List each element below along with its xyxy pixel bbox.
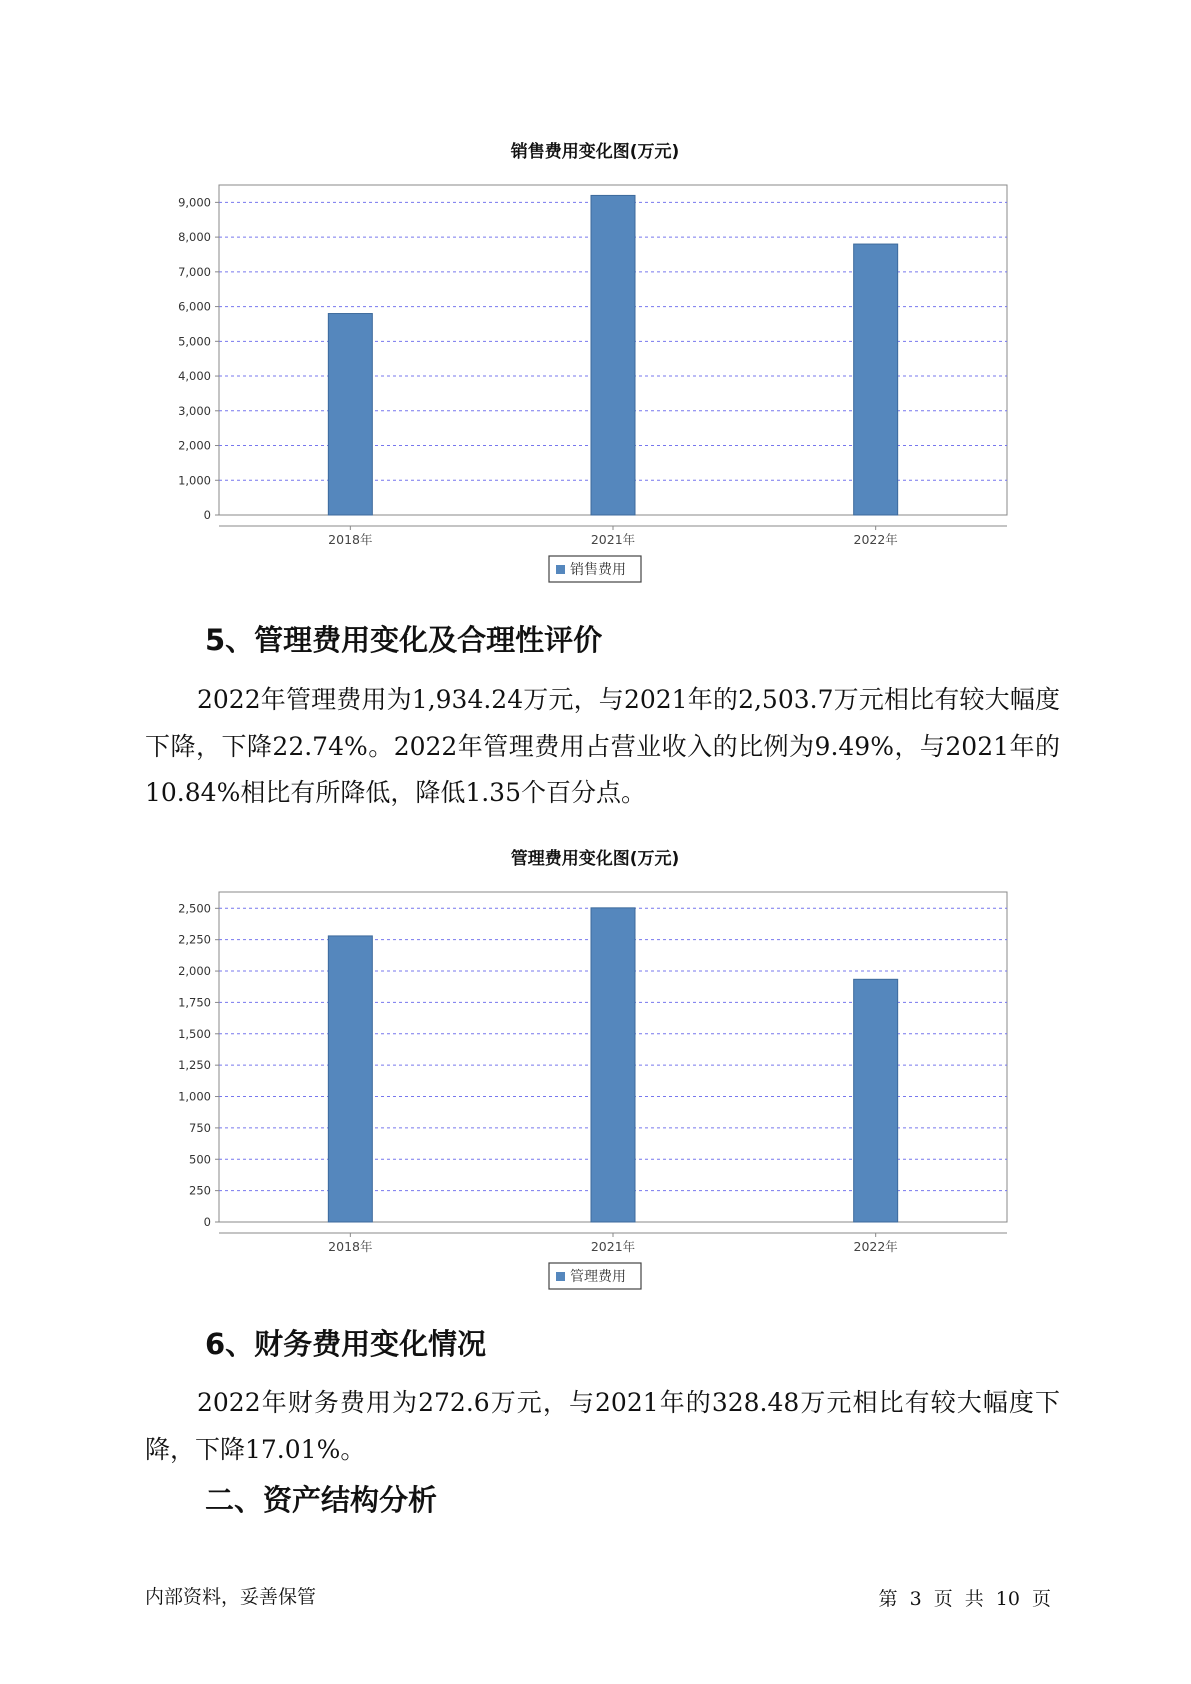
y-tick-label: 6,000 bbox=[178, 299, 211, 314]
section-heading-assets: 二、资产结构分析 bbox=[205, 1483, 438, 1517]
chart-title: 管理费用变化图(万元) bbox=[510, 849, 680, 869]
footer-confidential-note: 内部资料，妥善保管 bbox=[145, 1586, 317, 1608]
section-heading-finance: 6、财务费用变化情况 bbox=[205, 1327, 487, 1361]
sales-expense-chart-svg bbox=[0, 130, 1191, 590]
bar-2018年 bbox=[328, 936, 372, 1222]
bar-2022年 bbox=[854, 979, 898, 1222]
section-heading-mgmt: 5、管理费用变化及合理性评价 bbox=[205, 623, 603, 657]
y-tick-label: 1,750 bbox=[178, 995, 211, 1010]
y-tick-label: 7,000 bbox=[178, 264, 211, 279]
y-tick-label: 2,500 bbox=[178, 901, 211, 916]
x-tick-label: 2018年 bbox=[328, 532, 373, 547]
y-tick-label: 0 bbox=[203, 1215, 211, 1229]
legend-label: 销售费用 bbox=[570, 562, 626, 578]
management-expense-chart-svg bbox=[0, 837, 1191, 1297]
y-tick-label: 3,000 bbox=[178, 403, 211, 418]
legend-label: 管理费用 bbox=[570, 1269, 626, 1285]
chart-legend bbox=[549, 1263, 641, 1289]
y-tick-label: 250 bbox=[189, 1183, 211, 1198]
y-tick-label: 1,000 bbox=[178, 473, 211, 488]
y-tick-label: 5,000 bbox=[178, 334, 211, 349]
y-tick-label: 750 bbox=[189, 1120, 211, 1135]
x-tick-label: 2021年 bbox=[590, 1239, 636, 1254]
legend-swatch bbox=[556, 565, 565, 574]
bar-2021年 bbox=[591, 908, 635, 1222]
chart-title: 销售费用变化图(万元) bbox=[510, 142, 680, 162]
bar-2022年 bbox=[854, 244, 898, 515]
y-tick-label: 500 bbox=[189, 1152, 211, 1167]
y-tick-label: 8,000 bbox=[178, 230, 211, 245]
paragraph-finance: 2022年财务费用为272.6万元，与2021年的328.48万元相比有较大幅度下降，下降17.01%。 bbox=[145, 1388, 1060, 1464]
y-tick-label: 1,500 bbox=[178, 1026, 211, 1041]
y-tick-label: 1,250 bbox=[178, 1058, 211, 1073]
y-tick-label: 2,250 bbox=[178, 932, 211, 947]
x-tick-label: 2021年 bbox=[590, 532, 636, 547]
y-tick-label: 0 bbox=[203, 508, 211, 522]
y-tick-label: 2,000 bbox=[178, 438, 211, 453]
paragraph-mgmt: 2022年管理费用为1,934.24万元，与2021年的2,503.7万元相比有较大幅度下降，下降22.74%。2022年管理费用占营业收入的比例为9.49%，与2021年的10.84%相比有所降低，降低1.35个百分点。 bbox=[145, 685, 1060, 807]
y-tick-label: 1,000 bbox=[178, 1089, 211, 1104]
bar-2018年 bbox=[328, 314, 372, 515]
x-tick-label: 2018年 bbox=[328, 1239, 373, 1254]
management-expense-chart bbox=[0, 837, 1191, 1297]
bar-2021年 bbox=[591, 195, 635, 515]
sales-expense-chart bbox=[0, 130, 1191, 590]
footer-page-number: 第 3 页 共 10 页 bbox=[878, 1588, 1051, 1610]
x-tick-label: 2022年 bbox=[853, 532, 898, 547]
chart-legend bbox=[549, 556, 641, 582]
y-tick-label: 4,000 bbox=[178, 369, 211, 384]
y-tick-label: 9,000 bbox=[178, 195, 211, 210]
y-tick-label: 2,000 bbox=[178, 964, 211, 979]
legend-swatch bbox=[556, 1272, 565, 1281]
x-tick-label: 2022年 bbox=[853, 1239, 898, 1254]
